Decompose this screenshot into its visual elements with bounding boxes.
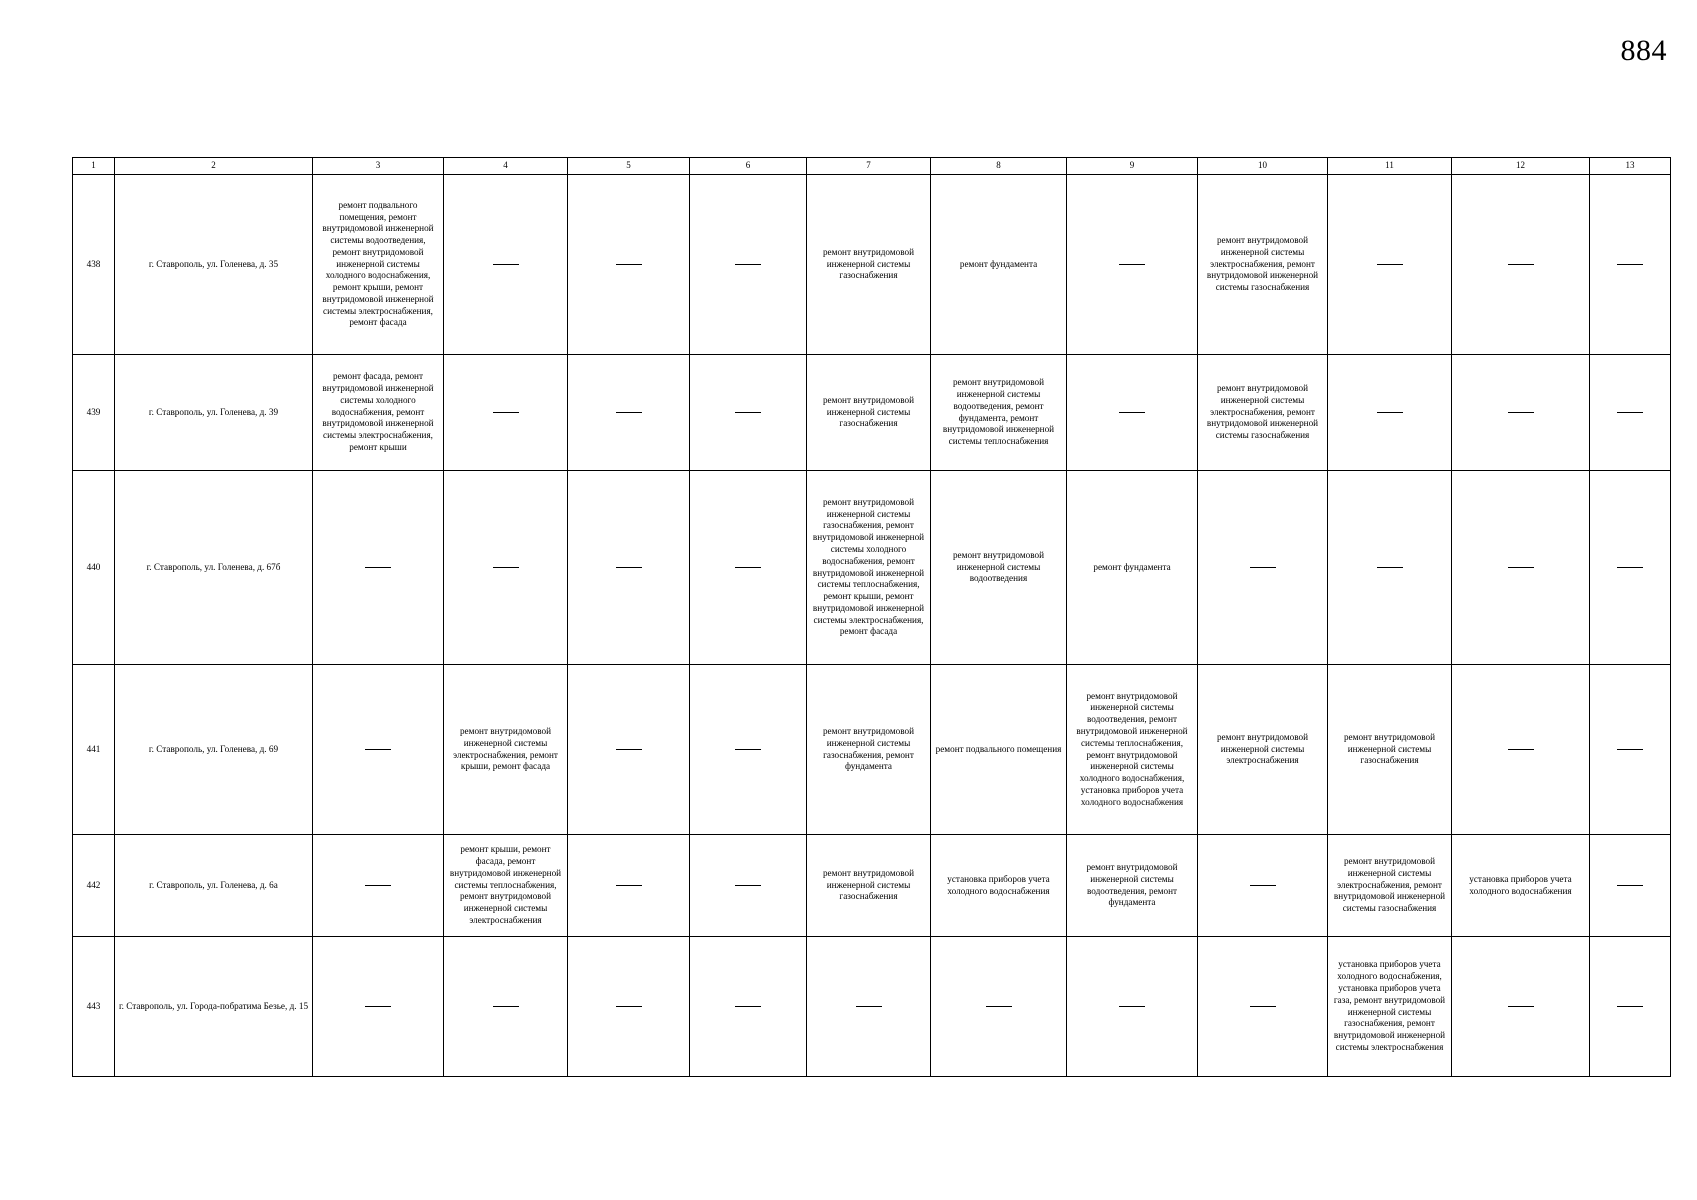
work-description-cell: ремонт внутридомовой инженерной системы электроснабжения, ремонт крыши, ремонт фасада xyxy=(444,665,568,835)
empty-cell xyxy=(444,175,568,355)
dash-mark xyxy=(1508,1006,1534,1007)
dash-mark xyxy=(1119,264,1145,265)
column-header: 3 xyxy=(313,158,444,175)
work-description-cell: ремонт фасада, ремонт внутридомовой инженерной системы холодного водоснабжения, ремонт внутридомовой инженерной системы электроснабжения, ремонт крыши xyxy=(313,355,444,471)
dash-mark xyxy=(1617,1006,1643,1007)
dash-mark xyxy=(493,567,519,568)
dash-mark xyxy=(1617,885,1643,886)
empty-cell xyxy=(690,175,807,355)
work-description-cell: ремонт подвального помещения, ремонт внутридомовой инженерной системы водоотведения, ремонт внутридомовой инженерной системы холодного водоснабжения, ремонт крыши, ремонт внутридомовой инженерной системы электроснабжения, ремонт фасада xyxy=(313,175,444,355)
empty-cell xyxy=(1328,355,1452,471)
work-description-cell: ремонт внутридомовой инженерной системы газоснабжения xyxy=(807,835,931,937)
empty-cell xyxy=(1067,937,1198,1077)
dash-mark xyxy=(616,264,642,265)
row-number: 441 xyxy=(73,665,115,835)
work-description-cell: установка приборов учета холодного водоснабжения, установка приборов учета газа, ремонт внутридомовой инженерной системы газоснабжения, ремонт внутридомовой инженерной системы электроснабжения xyxy=(1328,937,1452,1077)
address-cell: г. Ставрополь, ул. Голенева, д. 39 xyxy=(115,355,313,471)
dash-mark xyxy=(365,1006,391,1007)
work-description-cell: установка приборов учета холодного водоснабжения xyxy=(1452,835,1590,937)
work-description-cell: ремонт внутридомовой инженерной системы водоотведения, ремонт фундамента xyxy=(1067,835,1198,937)
empty-cell xyxy=(313,471,444,665)
empty-cell xyxy=(690,835,807,937)
dash-mark xyxy=(1250,1006,1276,1007)
empty-cell xyxy=(807,937,931,1077)
dash-mark xyxy=(1508,412,1534,413)
dash-mark xyxy=(735,264,761,265)
dash-mark xyxy=(1508,749,1534,750)
dash-mark xyxy=(493,264,519,265)
dash-mark xyxy=(1119,1006,1145,1007)
empty-cell xyxy=(444,355,568,471)
dash-mark xyxy=(735,885,761,886)
row-number: 439 xyxy=(73,355,115,471)
work-description-cell: ремонт внутридомовой инженерной системы водоотведения, ремонт фундамента, ремонт внутридомовой инженерной системы теплоснабжения xyxy=(931,355,1067,471)
empty-cell xyxy=(568,835,690,937)
empty-cell xyxy=(690,665,807,835)
row-number: 440 xyxy=(73,471,115,665)
dash-mark xyxy=(1617,567,1643,568)
column-header: 11 xyxy=(1328,158,1452,175)
empty-cell xyxy=(1452,175,1590,355)
column-header: 9 xyxy=(1067,158,1198,175)
column-header: 8 xyxy=(931,158,1067,175)
work-description-cell: ремонт подвального помещения xyxy=(931,665,1067,835)
dash-mark xyxy=(616,1006,642,1007)
address-cell: г. Ставрополь, ул. Голенева, д. 69 xyxy=(115,665,313,835)
work-description-cell: ремонт фундамента xyxy=(931,175,1067,355)
address-cell: г. Ставрополь, ул. Города-побратима Безье, д. 15 xyxy=(115,937,313,1077)
dash-mark xyxy=(1617,412,1643,413)
column-header: 1 xyxy=(73,158,115,175)
empty-cell xyxy=(1067,175,1198,355)
dash-mark xyxy=(1617,264,1643,265)
header-row xyxy=(73,158,1671,175)
column-header: 2 xyxy=(115,158,313,175)
table-row xyxy=(73,355,1671,471)
page-number: 884 xyxy=(1620,34,1667,67)
column-header: 7 xyxy=(807,158,931,175)
empty-cell xyxy=(568,937,690,1077)
dash-mark xyxy=(856,1006,882,1007)
work-description-cell: установка приборов учета холодного водоснабжения xyxy=(931,835,1067,937)
empty-cell xyxy=(1452,355,1590,471)
empty-cell xyxy=(444,937,568,1077)
dash-mark xyxy=(365,749,391,750)
empty-cell xyxy=(1590,175,1671,355)
table-row xyxy=(73,471,1671,665)
column-header: 4 xyxy=(444,158,568,175)
address-cell: г. Ставрополь, ул. Голенева, д. 67б xyxy=(115,471,313,665)
dash-mark xyxy=(616,885,642,886)
work-description-cell: ремонт фундамента xyxy=(1067,471,1198,665)
work-description-cell: ремонт внутридомовой инженерной системы электроснабжения, ремонт внутридомовой инженерной системы газоснабжения xyxy=(1198,175,1328,355)
dash-mark xyxy=(1508,264,1534,265)
work-description-cell: ремонт внутридомовой инженерной системы газоснабжения, ремонт фундамента xyxy=(807,665,931,835)
empty-cell xyxy=(1590,471,1671,665)
empty-cell xyxy=(1590,355,1671,471)
work-description-cell: ремонт внутридомовой инженерной системы газоснабжения xyxy=(1328,665,1452,835)
empty-cell xyxy=(568,471,690,665)
table-body xyxy=(73,175,1671,1077)
table-row xyxy=(73,665,1671,835)
dash-mark xyxy=(616,412,642,413)
work-description-cell: ремонт внутридомовой инженерной системы водоотведения, ремонт внутридомовой инженерной системы теплоснабжения, ремонт внутридомовой инженерной системы холодного водоснабжения, установка приборов учета холодного водоснабжения xyxy=(1067,665,1198,835)
empty-cell xyxy=(1452,471,1590,665)
empty-cell xyxy=(1452,937,1590,1077)
empty-cell xyxy=(1590,835,1671,937)
table-row xyxy=(73,937,1671,1077)
table-row xyxy=(73,175,1671,355)
empty-cell xyxy=(313,665,444,835)
empty-cell xyxy=(1328,175,1452,355)
dash-mark xyxy=(1250,885,1276,886)
work-description-cell: ремонт внутридомовой инженерной системы газоснабжения xyxy=(807,355,931,471)
empty-cell xyxy=(1198,937,1328,1077)
empty-cell xyxy=(1590,665,1671,835)
row-number: 442 xyxy=(73,835,115,937)
table-row xyxy=(73,835,1671,937)
empty-cell xyxy=(568,665,690,835)
empty-cell xyxy=(1198,835,1328,937)
dash-mark xyxy=(1250,567,1276,568)
work-description-cell: ремонт внутридомовой инженерной системы водоотведения xyxy=(931,471,1067,665)
dash-mark xyxy=(1508,567,1534,568)
dash-mark xyxy=(735,1006,761,1007)
empty-cell xyxy=(690,355,807,471)
work-description-cell: ремонт внутридомовой инженерной системы электроснабжения xyxy=(1198,665,1328,835)
dash-mark xyxy=(735,567,761,568)
column-header: 10 xyxy=(1198,158,1328,175)
empty-cell xyxy=(690,471,807,665)
dash-mark xyxy=(365,885,391,886)
column-header: 13 xyxy=(1590,158,1671,175)
empty-cell xyxy=(931,937,1067,1077)
dash-mark xyxy=(616,749,642,750)
address-cell: г. Ставрополь, ул. Голенева, д. 35 xyxy=(115,175,313,355)
empty-cell xyxy=(568,355,690,471)
dash-mark xyxy=(616,567,642,568)
column-header: 12 xyxy=(1452,158,1590,175)
dash-mark xyxy=(735,412,761,413)
address-cell: г. Ставрополь, ул. Голенева, д. 6а xyxy=(115,835,313,937)
empty-cell xyxy=(1452,665,1590,835)
row-number: 438 xyxy=(73,175,115,355)
empty-cell xyxy=(1328,471,1452,665)
dash-mark xyxy=(1377,567,1403,568)
dash-mark xyxy=(1119,412,1145,413)
work-description-cell: ремонт внутридомовой инженерной системы электроснабжения, ремонт внутридомовой инженерной системы газоснабжения xyxy=(1198,355,1328,471)
empty-cell xyxy=(568,175,690,355)
column-header: 5 xyxy=(568,158,690,175)
dash-mark xyxy=(1617,749,1643,750)
empty-cell xyxy=(444,471,568,665)
work-description-cell: ремонт внутридомовой инженерной системы газоснабжения xyxy=(807,175,931,355)
empty-cell xyxy=(313,835,444,937)
row-number: 443 xyxy=(73,937,115,1077)
empty-cell xyxy=(313,937,444,1077)
column-header: 6 xyxy=(690,158,807,175)
work-description-cell: ремонт крыши, ремонт фасада, ремонт внутридомовой инженерной системы теплоснабжения, ремонт внутридомовой инженерной системы электроснабжения xyxy=(444,835,568,937)
dash-mark xyxy=(1377,412,1403,413)
empty-cell xyxy=(690,937,807,1077)
dash-mark xyxy=(735,749,761,750)
empty-cell xyxy=(1590,937,1671,1077)
repair-schedule-table xyxy=(72,157,1671,1077)
dash-mark xyxy=(493,1006,519,1007)
work-description-cell: ремонт внутридомовой инженерной системы электроснабжения, ремонт внутридомовой инженерной системы газоснабжения xyxy=(1328,835,1452,937)
dash-mark xyxy=(1377,264,1403,265)
empty-cell xyxy=(1198,471,1328,665)
work-description-cell: ремонт внутридомовой инженерной системы газоснабжения, ремонт внутридомовой инженерной системы холодного водоснабжения, ремонт внутридомовой инженерной системы теплоснабжения, ремонт крыши, ремонт внутридомовой инженерной системы электроснабжения, ремонт фасада xyxy=(807,471,931,665)
dash-mark xyxy=(493,412,519,413)
dash-mark xyxy=(986,1006,1012,1007)
empty-cell xyxy=(1067,355,1198,471)
dash-mark xyxy=(365,567,391,568)
